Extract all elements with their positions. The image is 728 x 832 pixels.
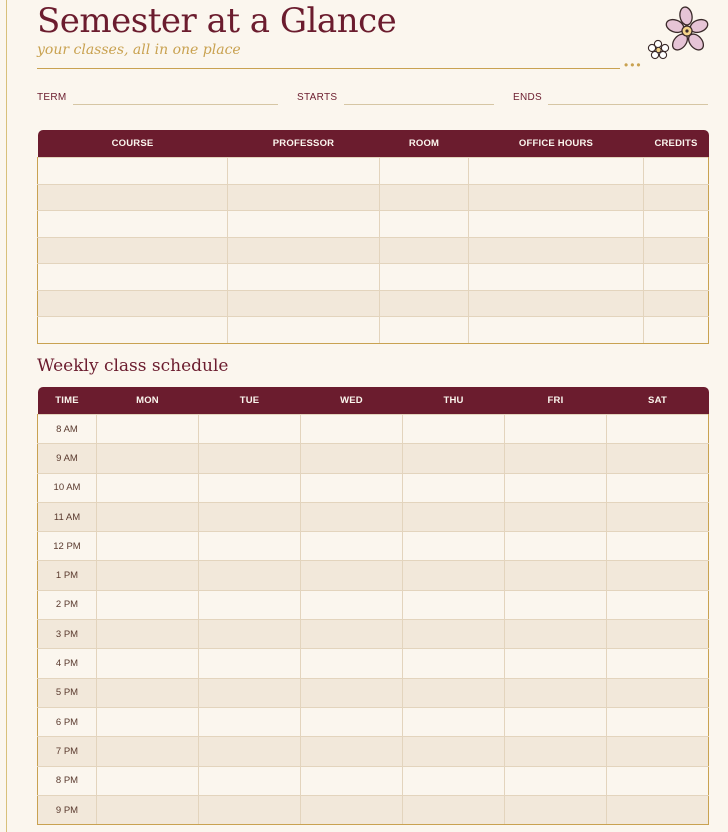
schedule-cell[interactable] [403,502,505,531]
schedule-row [38,444,709,473]
term-field[interactable] [73,104,278,105]
schedule-cell[interactable] [403,620,505,649]
schedule-cell[interactable] [97,561,199,590]
schedule-cell[interactable] [403,590,505,619]
schedule-cell[interactable] [403,707,505,736]
schedule-row [38,473,709,502]
schedule-cell[interactable] [403,678,505,707]
schedule-cell[interactable] [607,707,709,736]
course-cell[interactable] [38,317,228,344]
course-cell[interactable] [469,317,644,344]
course-column-header: OFFICE HOURS [469,130,644,158]
course-cell[interactable] [380,317,469,344]
schedule-cell[interactable] [301,502,403,531]
schedule-column-header: WED [301,387,403,415]
schedule-cell[interactable] [301,649,403,678]
schedule-column-header: FRI [505,387,607,415]
section-title: Weekly class schedule [37,356,229,376]
schedule-row [38,532,709,561]
course-column-header: PROFESSOR [228,130,380,158]
schedule-row [38,415,709,444]
schedule-cell[interactable] [607,502,709,531]
schedule-cell[interactable] [199,473,301,502]
time-slot-label: 7 PM [38,737,97,766]
margin-rule [6,0,7,832]
course-cell[interactable] [380,184,469,211]
course-cell[interactable] [469,184,644,211]
schedule-cell[interactable] [607,649,709,678]
schedule-cell[interactable] [199,707,301,736]
course-cell[interactable] [380,158,469,185]
schedule-cell[interactable] [97,532,199,561]
course-cell[interactable] [644,290,709,317]
schedule-cell[interactable] [301,561,403,590]
schedule-cell[interactable] [199,737,301,766]
schedule-cell[interactable] [97,590,199,619]
course-cell[interactable] [644,264,709,291]
schedule-cell[interactable] [199,590,301,619]
schedule-row [38,649,709,678]
starts-field[interactable] [344,104,494,105]
course-cell[interactable] [38,264,228,291]
course-cell[interactable] [644,317,709,344]
course-cell[interactable] [38,158,228,185]
time-slot-label: 6 PM [38,707,97,736]
course-table [37,130,709,344]
schedule-cell[interactable] [403,473,505,502]
schedule-cell[interactable] [403,415,505,444]
course-cell[interactable] [469,158,644,185]
schedule-cell[interactable] [607,444,709,473]
schedule-cell[interactable] [301,590,403,619]
schedule-cell[interactable] [97,737,199,766]
schedule-cell[interactable] [199,532,301,561]
schedule-cell[interactable] [97,444,199,473]
schedule-column-header: SAT [607,387,709,415]
schedule-cell[interactable] [301,444,403,473]
schedule-row [38,737,709,766]
schedule-row [38,502,709,531]
course-cell[interactable] [38,290,228,317]
course-row [38,237,709,264]
schedule-cell[interactable] [505,502,607,531]
time-slot-label: 5 PM [38,678,97,707]
time-slot-label: 2 PM [38,590,97,619]
weekly-schedule-table [37,387,709,825]
schedule-table-body [38,415,709,825]
schedule-cell[interactable] [97,649,199,678]
time-slot-label: 4 PM [38,649,97,678]
course-cell[interactable] [228,184,380,211]
schedule-cell[interactable] [301,620,403,649]
schedule-cell[interactable] [403,444,505,473]
time-slot-label: 12 PM [38,532,97,561]
course-row [38,211,709,238]
course-cell[interactable] [228,158,380,185]
page-subtitle: your classes, all in one place [37,42,241,58]
schedule-cell[interactable] [301,415,403,444]
course-cell[interactable] [469,237,644,264]
course-table-header [38,130,709,158]
schedule-row [38,561,709,590]
schedule-cell[interactable] [505,678,607,707]
schedule-cell[interactable] [607,415,709,444]
schedule-cell[interactable] [505,737,607,766]
schedule-column-header: THU [403,387,505,415]
schedule-cell[interactable] [607,473,709,502]
schedule-cell[interactable] [607,620,709,649]
schedule-column-header: TIME [38,387,97,415]
ends-field[interactable] [548,104,708,105]
course-cell[interactable] [228,237,380,264]
course-cell[interactable] [380,237,469,264]
course-cell[interactable] [38,184,228,211]
course-cell[interactable] [228,290,380,317]
course-table-body [38,158,709,344]
course-row [38,158,709,185]
schedule-cell[interactable] [97,620,199,649]
course-cell[interactable] [228,317,380,344]
schedule-cell[interactable] [301,766,403,795]
course-cell[interactable] [469,264,644,291]
schedule-cell[interactable] [505,795,607,824]
schedule-cell[interactable] [301,737,403,766]
course-cell[interactable] [644,237,709,264]
course-row [38,290,709,317]
schedule-cell[interactable] [301,678,403,707]
schedule-cell[interactable] [505,649,607,678]
schedule-cell[interactable] [607,532,709,561]
course-column-header: ROOM [380,130,469,158]
schedule-cell[interactable] [505,620,607,649]
schedule-cell[interactable] [199,649,301,678]
course-row [38,264,709,291]
term-label: TERM [37,92,67,103]
flower-cluster-icon [644,4,710,62]
course-cell[interactable] [380,290,469,317]
time-slot-label: 8 PM [38,766,97,795]
schedule-cell[interactable] [505,561,607,590]
schedule-cell[interactable] [97,795,199,824]
time-slot-label: 3 PM [38,620,97,649]
schedule-cell[interactable] [505,444,607,473]
schedule-cell[interactable] [505,707,607,736]
schedule-row [38,795,709,824]
schedule-column-header: MON [97,387,199,415]
schedule-cell[interactable] [199,795,301,824]
schedule-cell[interactable] [301,795,403,824]
course-cell[interactable] [38,237,228,264]
title-divider [37,68,620,69]
course-column-header: COURSE [38,130,228,158]
schedule-cell[interactable] [301,473,403,502]
schedule-cell[interactable] [199,678,301,707]
starts-label: STARTS [297,92,338,103]
schedule-cell[interactable] [403,649,505,678]
schedule-cell[interactable] [607,737,709,766]
divider-dots: ••• [624,58,643,72]
schedule-cell[interactable] [607,795,709,824]
schedule-row [38,678,709,707]
schedule-cell[interactable] [199,444,301,473]
schedule-row [38,590,709,619]
schedule-cell[interactable] [505,415,607,444]
time-slot-label: 9 AM [38,444,97,473]
schedule-table-header [38,387,709,415]
course-cell[interactable] [469,290,644,317]
schedule-cell[interactable] [97,415,199,444]
schedule-cell[interactable] [97,707,199,736]
schedule-cell[interactable] [199,561,301,590]
schedule-row [38,707,709,736]
schedule-cell[interactable] [199,766,301,795]
course-cell[interactable] [38,211,228,238]
course-cell[interactable] [380,264,469,291]
schedule-cell[interactable] [199,620,301,649]
schedule-cell[interactable] [403,795,505,824]
course-row [38,317,709,344]
time-slot-label: 9 PM [38,795,97,824]
schedule-cell[interactable] [97,766,199,795]
course-cell[interactable] [228,211,380,238]
schedule-cell[interactable] [505,473,607,502]
schedule-cell[interactable] [301,532,403,561]
course-cell[interactable] [644,184,709,211]
schedule-row [38,620,709,649]
time-slot-label: 8 AM [38,415,97,444]
schedule-cell[interactable] [607,678,709,707]
schedule-cell[interactable] [199,502,301,531]
schedule-cell[interactable] [97,678,199,707]
schedule-cell[interactable] [97,473,199,502]
course-row [38,184,709,211]
schedule-cell[interactable] [403,766,505,795]
schedule-row [38,766,709,795]
schedule-cell[interactable] [607,766,709,795]
schedule-cell[interactable] [607,590,709,619]
schedule-cell[interactable] [607,561,709,590]
page-title: Semester at a Glance [37,1,397,41]
schedule-cell[interactable] [505,766,607,795]
course-cell[interactable] [380,211,469,238]
ends-label: ENDS [513,92,542,103]
course-cell[interactable] [469,211,644,238]
time-slot-label: 1 PM [38,561,97,590]
schedule-cell[interactable] [403,532,505,561]
course-cell[interactable] [644,211,709,238]
schedule-cell[interactable] [403,737,505,766]
time-slot-label: 11 AM [38,502,97,531]
course-cell[interactable] [644,158,709,185]
schedule-cell[interactable] [403,561,505,590]
time-slot-label: 10 AM [38,473,97,502]
schedule-cell[interactable] [97,502,199,531]
schedule-cell[interactable] [199,415,301,444]
schedule-cell[interactable] [505,532,607,561]
schedule-column-header: TUE [199,387,301,415]
schedule-cell[interactable] [301,707,403,736]
course-column-header: CREDITS [644,130,709,158]
course-cell[interactable] [228,264,380,291]
schedule-cell[interactable] [505,590,607,619]
